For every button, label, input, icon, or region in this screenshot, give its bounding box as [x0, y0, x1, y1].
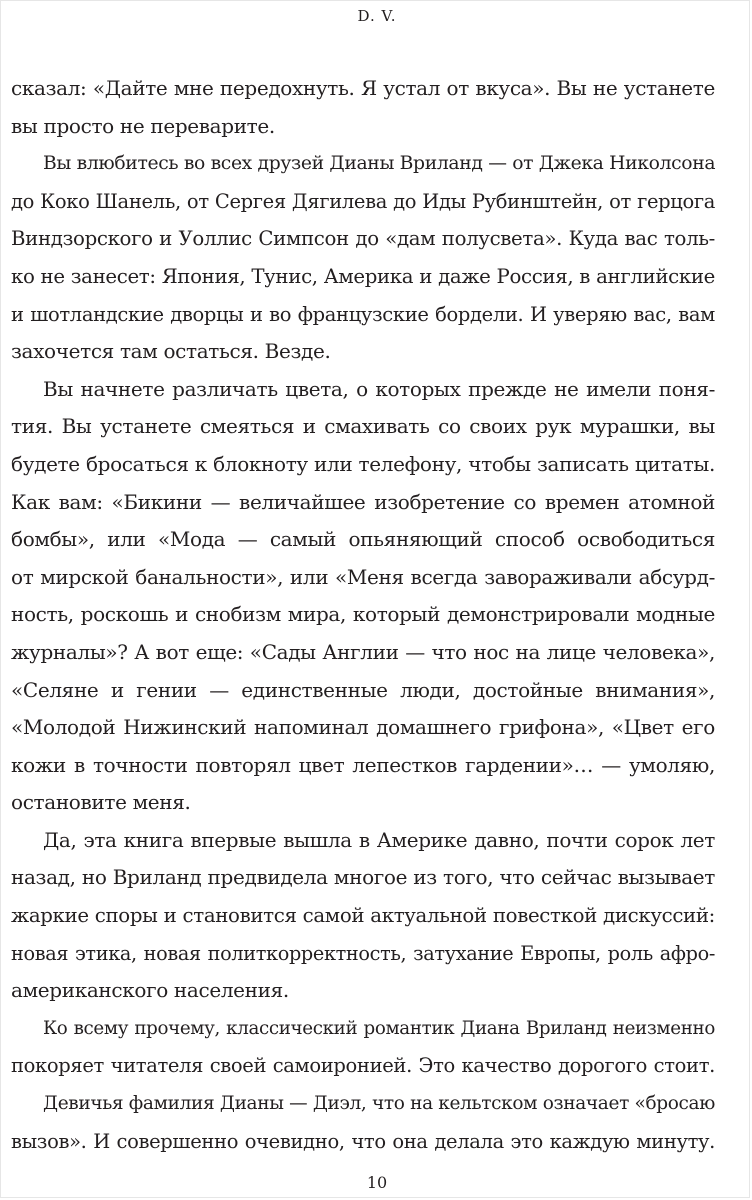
body-text — [11, 70, 715, 1160]
text-line: Вы начнете различать цвета, о которых прежде не имели поня- — [43, 376, 715, 401]
text-line: Вы влюбитесь во всех друзей Дианы Вриланд — от Джека Николсона — [43, 153, 716, 175]
text-line: сказал: «Дайте мне передохнуть. Я устал от вкуса». Вы не устанете — [11, 76, 715, 100]
text-line: Виндзорского и Уоллис Симпсон до «дам полусвета». Куда вас толь- — [11, 227, 715, 251]
text-line: журналы»? А вот еще: «Сады Англии — что нос на лице человека», — [11, 639, 715, 664]
text-line: Да, эта книга впервые вышла в Америке давно, почти сорок лет — [43, 827, 715, 852]
text-line: от мирской банальности», или «Меня всегда завораживали абсурд- — [11, 564, 715, 589]
text-line: жаркие споры и становится самой актуальной повесткой дискуссий: — [11, 904, 715, 928]
text-line: Ко всему прочему, классический романтик Диана Вриланд неизменно — [43, 1017, 715, 1039]
text-line: новая этика, новая политкорректность, затухание Европы, роль афро- — [11, 941, 715, 965]
page-number: 10 — [366, 1173, 388, 1192]
text-line: вы просто не переварите. — [11, 113, 275, 138]
text-line: Как вам: «Бикини — величайшее изобретение со времен атомной — [11, 489, 715, 514]
text-line: кожи в точности повторял цвет лепестков гардении»… — умоляю, — [11, 752, 715, 777]
text-line: Девичья фамилия Дианы — Диэл, что на кельтском означает «бросаю — [43, 1093, 715, 1115]
text-line: вызов». И совершенно очевидно, что она делала это каждую минуту. — [11, 1129, 715, 1153]
text-line: будете бросаться к блокноту или телефону, чтобы записать цитаты. — [11, 451, 715, 476]
running-head: D. V. — [357, 7, 397, 25]
text-line: «Селяне и гении — единственные люди, достойные внимания», — [11, 677, 715, 702]
text-line: американского населения. — [11, 978, 289, 1003]
text-line: ность, роскошь и снобизм мира, который демонстрировали модные — [11, 602, 715, 627]
text-line: остановите меня. — [11, 790, 191, 815]
text-line: до Коко Шанель, от Сергея Дягилева до Иды Рубинштейн, от герцога — [11, 189, 715, 213]
text-line: и шотландские дворцы и во французские бордели. И уверяю вас, вам — [11, 302, 715, 326]
text-line: захочется там остаться. Везде. — [11, 339, 331, 364]
text-line: бомбы», или «Мода — самый опьяняющий способ освободиться — [11, 527, 715, 552]
text-line: «Молодой Нижинский напоминал домашнего грифона», «Цвет его — [11, 715, 715, 740]
text-line: ко не занесет: Япония, Тунис, Америка и даже Россия, в английские — [11, 264, 715, 288]
text-line: покоряет читателя своей самоиронией. Это качество дорогого стоит. — [11, 1054, 715, 1078]
text-line: тия. Вы устанете смеяться и смахивать со своих рук мурашки, вы — [11, 414, 715, 439]
text-line: назад, но Вриланд предвидела многое из того, что сейчас вызывает — [11, 865, 715, 890]
